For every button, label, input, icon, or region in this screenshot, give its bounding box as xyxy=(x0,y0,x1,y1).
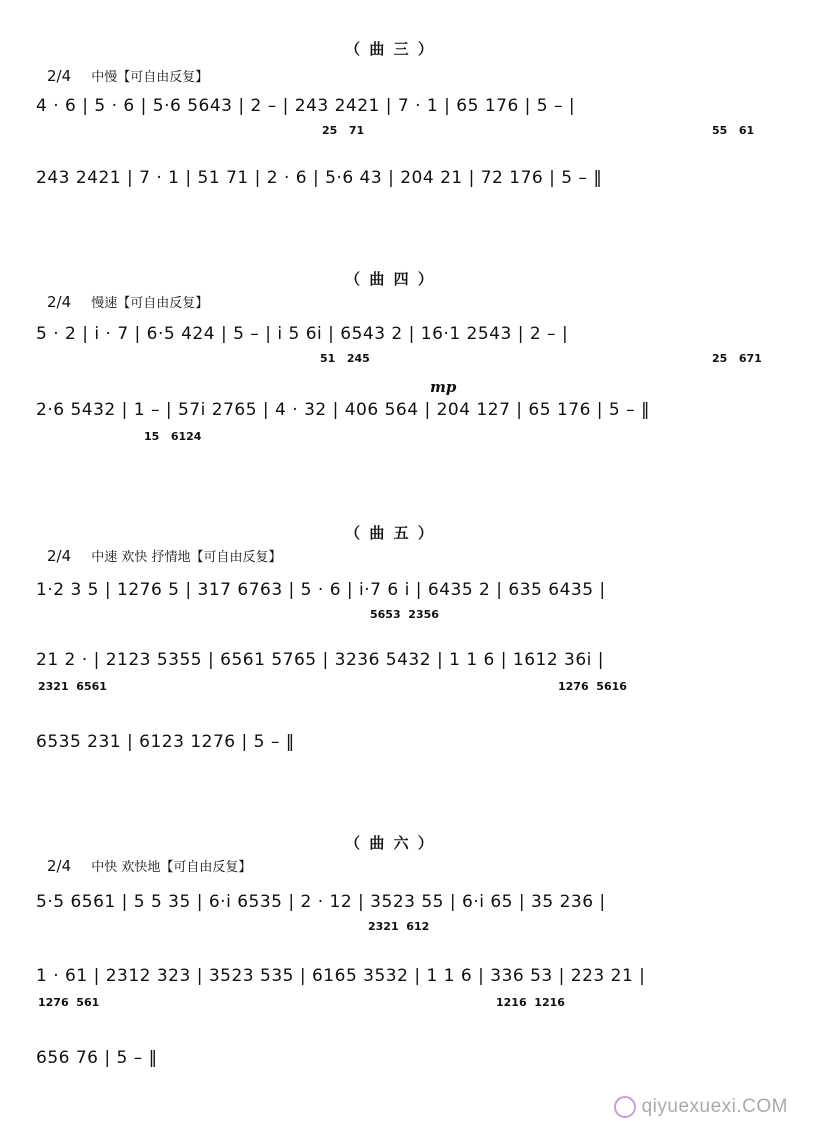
sub-note: 71 xyxy=(348,124,365,137)
sub-note: 1276 xyxy=(38,996,69,1009)
sub-note: 2321 xyxy=(38,680,69,693)
tempo-marking xyxy=(47,66,208,85)
sub-notes xyxy=(322,124,364,137)
notation-line: 1·2 3 5 | 1276 5 | 317 6763 | 5 · 6 | i·7 6 i | 6435 2 | 635 6435 | xyxy=(36,580,606,600)
notation-line: 6535 231 | 6123 1276 | 5 – ‖ xyxy=(36,732,295,752)
sub-note: 55 xyxy=(712,124,728,137)
time-signature: 2/4 xyxy=(47,67,72,85)
tempo-marking xyxy=(47,856,251,875)
section-title: （ 曲 三 ） xyxy=(345,40,435,58)
sub-note: 1276 xyxy=(558,680,589,693)
time-signature: 2/4 xyxy=(47,547,72,565)
sub-note: 25 xyxy=(322,124,338,137)
sub-note: 612 xyxy=(406,920,430,933)
tempo-marking xyxy=(47,292,208,311)
sub-note: 245 xyxy=(346,352,370,365)
sub-notes xyxy=(38,996,99,1009)
section-title: （ 曲 六 ） xyxy=(345,834,435,852)
watermark-text: qiyuexuexi.COM xyxy=(641,1096,788,1117)
sub-notes xyxy=(38,680,107,693)
tempo-text: 中速 欢快 抒情地【可自由反复】 xyxy=(91,550,282,565)
notation-line: 5 · 2 | i · 7 | 6·5 424 | 5 – | i 5 6i | 6543 2 | 16·1 2543 | 2 – | xyxy=(36,324,569,344)
sub-note: 5616 xyxy=(596,680,627,693)
logo-icon xyxy=(614,1096,636,1118)
sub-note: 671 xyxy=(738,352,762,365)
sub-notes xyxy=(496,996,565,1009)
sub-notes xyxy=(712,352,762,365)
sub-note: 51 xyxy=(320,352,336,365)
sub-notes xyxy=(144,430,201,443)
tempo-marking xyxy=(47,546,282,565)
dynamic-marking: mp xyxy=(430,378,457,396)
site-watermark xyxy=(614,1096,788,1118)
sub-note: 561 xyxy=(76,996,100,1009)
time-signature: 2/4 xyxy=(47,293,72,311)
sub-note: 6561 xyxy=(76,680,107,693)
sub-note: 1216 xyxy=(496,996,527,1009)
notation-line: 2·6 5432 | 1 – | 57i 2765 | 4 · 32 | 406 564 | 204 127 | 65 176 | 5 – ‖ xyxy=(36,400,651,420)
sub-note: 6124 xyxy=(170,430,202,443)
section-title: （ 曲 五 ） xyxy=(345,524,435,542)
notation-line: 5·5 6561 | 5 5 35 | 6·i 6535 | 2 · 12 | 3523 55 | 6·i 65 | 35 236 | xyxy=(36,892,606,912)
tempo-text: 中快 欢快地【可自由反复】 xyxy=(91,860,252,875)
sub-notes xyxy=(370,608,439,621)
notation-line: 243 2421 | 7 · 1 | 51 71 | 2 · 6 | 5·6 43 | 204 21 | 72 176 | 5 – ‖ xyxy=(36,168,603,188)
sub-note: 15 xyxy=(144,430,160,443)
sub-note: 1216 xyxy=(534,996,565,1009)
section-title: （ 曲 四 ） xyxy=(345,270,435,288)
sub-note: 5653 xyxy=(370,608,401,621)
sub-note: 2356 xyxy=(408,608,439,621)
sub-notes xyxy=(712,124,754,137)
sub-note: 2321 xyxy=(368,920,399,933)
notation-line: 656 76 | 5 – ‖ xyxy=(36,1048,158,1068)
notation-line: 4 · 6 | 5 · 6 | 5·6 5643 | 2 – | 243 2421 | 7 · 1 | 65 176 | 5 – | xyxy=(36,96,576,116)
sub-note: 61 xyxy=(738,124,755,137)
notation-line: 1 · 61 | 2312 323 | 3523 535 | 6165 3532 | 1 1 6 | 336 53 | 223 21 | xyxy=(36,966,646,986)
sub-notes xyxy=(320,352,370,365)
tempo-text: 中慢【可自由反复】 xyxy=(91,70,209,85)
sub-notes xyxy=(558,680,627,693)
time-signature: 2/4 xyxy=(47,857,72,875)
sub-notes xyxy=(368,920,429,933)
notation-line: 21 2 · | 2123 5355 | 6561 5765 | 3236 5432 | 1 1 6 | 1612 36i | xyxy=(36,650,605,670)
tempo-text: 慢速【可自由反复】 xyxy=(91,296,209,311)
sub-note: 25 xyxy=(712,352,728,365)
